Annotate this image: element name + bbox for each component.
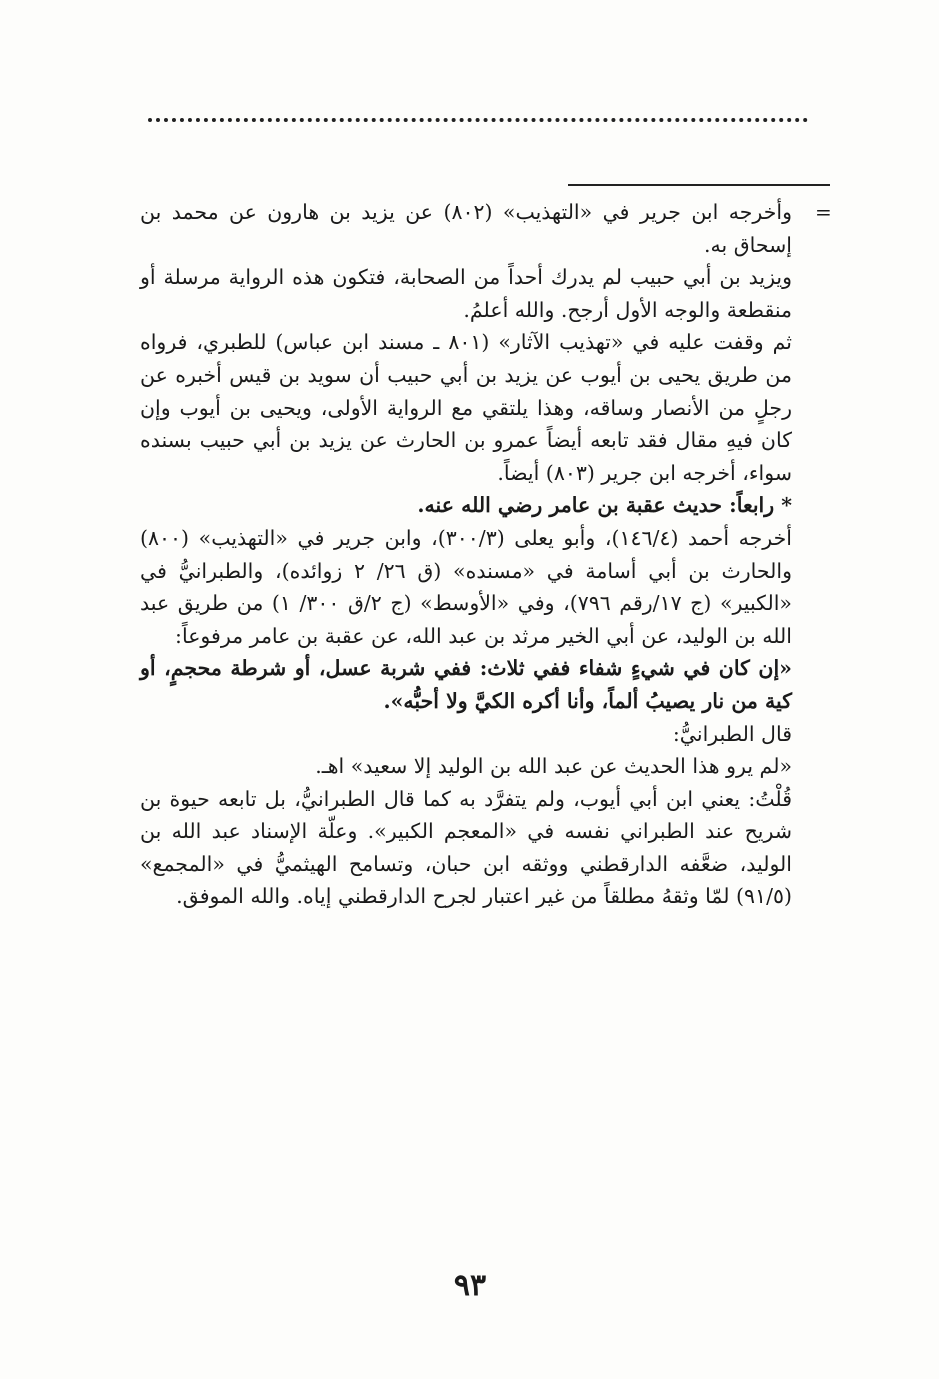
footnote-body <box>140 196 792 913</box>
footnote-paragraph-1: وأخرجه ابن جرير في «التهذيب» (٨٠٢) عن يزيد بن هارون عن محمد بن إسحاق به. <box>140 200 792 257</box>
footnote-continuation-mark: = <box>815 200 832 224</box>
page-number: ٩٣ <box>453 1268 487 1303</box>
footnote-paragraph-3: ثم وقفت عليه في «تهذيب الآثار» (٨٠١ ـ مسند ابن عباس) للطبري، فرواه من طريق يحيى بن أيوب عن يزيد بن أبي حبيب أن سويد بن قيس أخبره عن رجلٍ من الأنصار وساقه، وهذا يلتقي مع الرواية الأولى، ويحيى بن أيوب وإن كان فيهِ مقال فقد تابعه أيضاً عمرو بن الحارث عن يزيد بن أبي حبيب بسنده سواء، أخرجه ابن جرير (٨٠٣) أيضاً. <box>140 330 792 485</box>
tabarani-label: قال الطبرانيُّ: <box>672 721 792 746</box>
takhrij-paragraph: أخرجه أحمد (١٤٦/٤)، وأبو يعلى (٣٠٠/٣)، وابن جرير في «التهذيب» (٨٠٠) والحارث بن أبي أسامة في «مسنده» (ق ٢٦/ ٢ زوائده)، والطبرانيُّ في «الكبير» (ج ١٧/رقم ٧٩٦)، وفي «الأوسط» (ج ٢/ق ٣٠٠/ ١) من طريق عبد الله بن الوليد، عن أبي الخير مرثد بن عبد الله، عن عقبة بن عامر مرفوعاً: <box>140 525 792 648</box>
tabarani-quote: «لم يرو هذا الحديث عن عبد الله بن الوليد إلا سعيد» اهـ. <box>315 754 792 779</box>
footnote-paragraph-2: ويزيد بن أبي حبيب لم يدرك أحداً من الصحابة، فتكون هذه الرواية مرسلة أو منقطعة والوجه الأول أرجح. والله أعلمُ. <box>140 265 792 322</box>
dotted-separator <box>148 118 808 122</box>
hadith-text: «إن كان في شيءٍ شفاء ففي ثلاث: ففي شربة عسل، أو شرطة محجمٍ، أو كية من نار يصيبُ ألماً، وأنا أكره الكيَّ ولا أحبُّه». <box>140 656 792 713</box>
conclusion-paragraph: قُلْتُ: يعني ابن أبي أيوب، ولم يتفرَّد به كما قال الطبرانيُّ، بل تابعه حيوة بن شريح عند الطبراني نفسه في «المعجم الكبير». وعلّة الإسناد عبد الله بن الوليد، ضعَّفه الدارقطني ووثقه ابن حبان، وتسامح الهيثميُّ في «المجمع» (٩١/٥) لمّا وثقهُ مطلقاً من غير اعتبار لجرح الدارقطني إياه. والله الموفق. <box>140 786 792 909</box>
section-heading: * رابعاً: حديث عقبة بن عامر رضي الله عنه. <box>417 493 792 518</box>
footnote-rule <box>568 184 830 186</box>
